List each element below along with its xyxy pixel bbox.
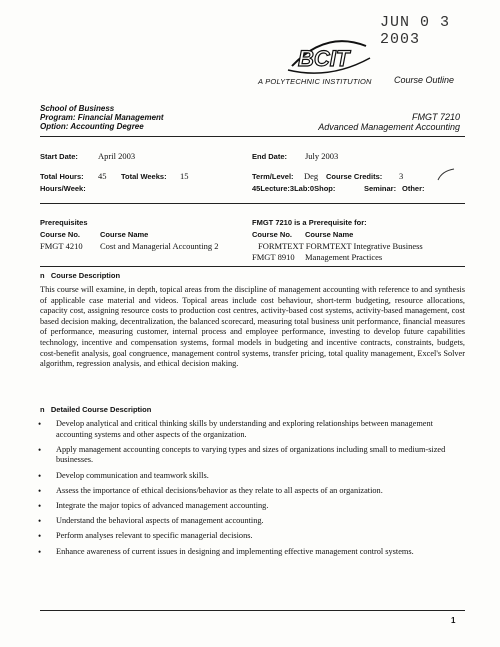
start-date-label: Start Date:: [40, 152, 78, 161]
end-date-label: End Date:: [252, 152, 288, 161]
objective-item: • Apply management accounting concepts to varying types and sizes of organizations including small to medium-sized businesses.: [36, 445, 461, 466]
course-description-heading: [40, 271, 120, 280]
tagline: A POLYTECHNIC INSTITUTION: [258, 77, 372, 86]
total-hours-label: Total Hours:: [40, 172, 84, 181]
seminar-label: Seminar:: [364, 184, 397, 193]
prerequisites-title: Prerequisites: [40, 218, 88, 227]
page-number: 1: [451, 616, 456, 625]
credits-label: Course Credits:: [326, 172, 383, 181]
prereq-for-title: FMGT 7210 is a Prerequisite for:: [252, 218, 367, 227]
objective-item: • Enhance awareness of current issues in designing and implementing effective management control systems.: [36, 547, 461, 558]
objective-item: • Develop analytical and critical thinking skills by understanding and exploring relationships between management accounting systems and other aspects of the organization.: [36, 419, 461, 440]
prereq-divider: [40, 266, 465, 267]
detailed-description-title: Detailed Course Description: [50, 405, 152, 414]
prereq-for-formtext-line: FORMTEXT FORMTEXT Integrative Business: [258, 241, 423, 251]
pen-tick-mark: [436, 168, 456, 182]
option-name: Option: Accounting Degree: [40, 122, 144, 131]
hours-week-label: Hours/Week:: [40, 184, 86, 193]
end-date-value: July 2003: [305, 151, 339, 161]
bcit-logo: [286, 36, 372, 83]
section-bullet: n: [40, 405, 45, 414]
prereq-course-no: FMGT 4210: [40, 241, 83, 251]
prereq-for-col-course-no: Course No.: [252, 230, 293, 239]
logo-wordmark: BCIT: [298, 46, 350, 71]
objective-item: • Integrate the major topics of advanced management accounting.: [36, 501, 461, 512]
section-bullet: n: [40, 271, 45, 280]
course-code: FMGT 7210: [411, 112, 460, 122]
received-date-stamp: JUN 0 3 2003: [380, 14, 451, 48]
total-weeks-value: 15: [180, 171, 189, 181]
document-type: Course Outline: [394, 75, 455, 85]
objective-item: • Perform analyses relevant to specific managerial decisions.: [36, 531, 461, 542]
credits-value: 3: [399, 171, 404, 181]
prereq-col-course-no: Course No.: [40, 230, 81, 239]
program-name: Program: Financial Management: [40, 113, 164, 122]
objective-item: • Assess the importance of ethical decisions/behavior as they relate to all aspects of an organization.: [36, 486, 461, 497]
detailed-description-heading: [40, 405, 151, 414]
header-divider: [40, 136, 465, 137]
prereq-for-col-course-name: Course Name: [305, 230, 354, 239]
total-weeks-label: Total Weeks:: [121, 172, 167, 181]
prereq-col-course-name: Course Name: [100, 230, 149, 239]
details-divider: [40, 203, 465, 204]
footer-divider: [40, 610, 465, 611]
course-title: Advanced Management Accounting: [318, 122, 460, 132]
term-level-label: Term/Level:: [252, 172, 294, 181]
total-hours-value: 45: [98, 171, 107, 181]
school-name: School of Business: [40, 104, 115, 113]
other-label: Other:: [402, 184, 425, 193]
start-date-value: April 2003: [98, 151, 136, 161]
objective-item: • Develop communication and teamwork skills.: [36, 471, 461, 482]
course-description-title: Course Description: [50, 271, 121, 280]
term-level-value: Deg: [304, 171, 319, 181]
prereq-for-course-no: FMGT 8910: [252, 252, 295, 262]
prereq-for-course-name: Management Practices: [305, 252, 383, 262]
objective-item: • Understand the behavioral aspects of management accounting.: [36, 516, 461, 527]
hours-breakdown: 45Lecture:3Lab:0Shop:: [252, 184, 336, 193]
course-description-text: This course will examine, in depth, topical areas from the discipline of management accounting with reference to and synthesis of applicable case material and videos. Topical areas include cost behaviour, short-term budgeting, resource allocations, capacity cost, assigning resource costs to production cost centres, activity-based cost systems, activity-based management, cost based decision making, decentralization, the balanced scorecard, measuring total business unit performance, financial measures of performance, measuring customer, internal process and employee performance, investing to develop future capabilities technology, incentive and compensation systems, formal models in budgeting and incentive contracts, constraints, budgets, cost-benefit analysis, goal congruence, management control systems, transfer pricing, total quality management, Excel's Solver algorithm, regression analysis, and ethical decision making.: [40, 285, 465, 369]
objectives-list: [36, 419, 461, 562]
prereq-course-name: Cost and Managerial Accounting 2: [100, 241, 219, 251]
